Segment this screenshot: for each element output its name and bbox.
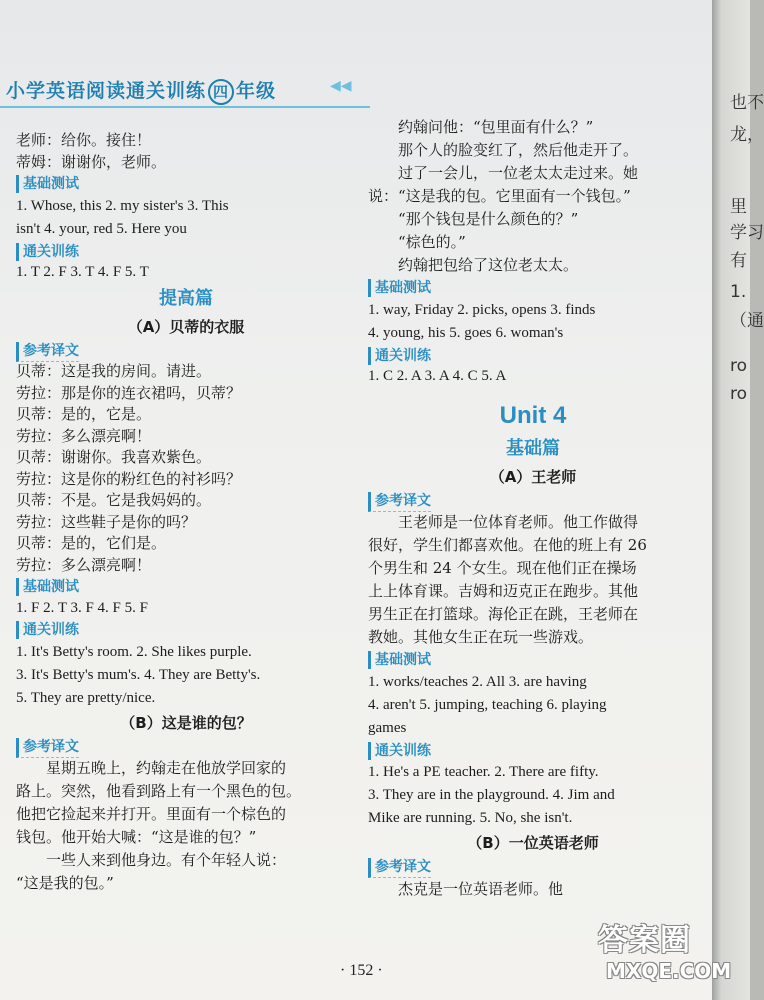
dialogue-line: 贝蒂：是的，它们是。: [16, 534, 167, 552]
answer-line: 4. aren't 5. jumping, teaching 6. playing: [368, 696, 607, 713]
paragraph-line: 很好，学生们都喜欢他。在他的班上有 26: [368, 536, 647, 554]
dialogue-line: 老师：给你。接住！: [16, 131, 152, 149]
answer-line: Mike are running. 5. No, she isn't.: [368, 810, 573, 826]
dialogue-line: 劳拉：那是你的连衣裙吗，贝蒂？: [16, 383, 242, 402]
answer-line: 1. Whose, this 2. my sister's 3. This: [16, 197, 229, 214]
page-number: · 152 ·: [340, 962, 383, 979]
story-title: （A）王老师: [489, 467, 577, 486]
pass-training-tag: 通关训练: [16, 243, 79, 261]
dialogue-line: 蒂姆：谢谢你，老师。: [16, 152, 167, 171]
dialogue-line: 贝蒂：是的，它是。: [16, 405, 152, 423]
paragraph-line: 上上体育课。吉姆和迈克正在跑步。其他: [368, 582, 639, 600]
story-title: （A）贝蒂的衣服: [127, 317, 245, 336]
answer-line: 1. He's a PE teacher. 2. There are fifty.: [368, 764, 599, 780]
basic-test-tag: 基础测试: [368, 279, 431, 297]
answer-line: isn't 4. your, red 5. Here you: [16, 220, 187, 237]
answer-line: 1. T 2. F 3. T 4. F 5. T: [16, 264, 149, 280]
paragraph-line: 过了一会儿，一位老太太走过来。她: [398, 164, 639, 182]
answer-line: 5. They are pretty/nice.: [16, 689, 156, 706]
right-column: [368, 116, 698, 901]
basic-test-tag: 基础测试: [16, 578, 79, 596]
story-title: （B）一位英语老师: [467, 834, 599, 852]
reference-translation-tag: 参考译文: [368, 492, 431, 512]
answer-line: 3. It's Betty's mum's. 4. They are Betty's.: [16, 666, 261, 683]
unit-title: Unit 4: [499, 401, 567, 429]
basic-test-tag: 基础测试: [16, 175, 79, 193]
answer-line: 1. It's Betty's room. 2. She likes purple.: [16, 643, 252, 660]
adjacent-page-edge: [712, 0, 764, 1000]
answer-line: 1. works/teaches 2. All 3. are having: [368, 673, 587, 690]
dialogue-line: 贝蒂：不是。它是我妈妈的。: [16, 491, 212, 509]
adjacent-page-text: 有: [730, 251, 747, 271]
paragraph-line: 说：“这是我的包。它里面有一个钱包。”: [368, 187, 631, 205]
dialogue-line: 劳拉：多么漂亮啊！: [16, 426, 152, 445]
paragraph-line: 约翰问他：“包里面有什么？”: [398, 118, 594, 136]
answer-line: games: [368, 719, 407, 736]
dialogue-line: 贝蒂：谢谢你。我喜欢紫色。: [16, 448, 212, 466]
adjacent-page-text: ro: [730, 384, 748, 404]
paragraph-line: 个男生和 24 个女生。现在他们正在操场: [368, 559, 637, 577]
pass-training-tag: 通关训练: [368, 742, 431, 760]
paragraph-line: 王老师是一位体育老师。他工作做得: [398, 513, 639, 531]
dialogue-line: 劳拉：这是你的粉红色的衬衫吗？: [16, 469, 242, 488]
watermark: [598, 915, 732, 995]
section-title-advanced: 提高篇: [159, 287, 213, 309]
paragraph-line: 教她。其他女生正在玩一些游戏。: [368, 628, 594, 646]
adjacent-page-text: 也不: [730, 93, 764, 113]
paragraph-line: 约翰把包给了这位老太太。: [398, 256, 579, 274]
adjacent-page-text: 1.: [730, 282, 747, 302]
dialogue-line: 劳拉：多么漂亮啊！: [16, 555, 152, 574]
left-column: [16, 130, 356, 895]
paragraph-line: 一些人来到他身边。有个年轻人说：: [46, 851, 287, 869]
paragraph-line: “这是我的包。”: [16, 874, 114, 892]
reference-translation-tag: 参考译文: [16, 342, 79, 362]
paragraph-line: 男生正在打篮球。海伦正在跳，王老师在: [368, 605, 639, 623]
answer-line: 1. F 2. T 3. F 4. F 5. F: [16, 599, 148, 616]
watermark-url: MXQE.COM: [606, 959, 732, 983]
paragraph-line: 路上。突然，他看到路上有一个黑色的包。: [16, 782, 302, 800]
reference-translation-tag: 参考译文: [368, 858, 431, 878]
paragraph-line: 钱包。他开始大喊：“这是谁的包？”: [16, 828, 257, 846]
adjacent-page-text: 龙，: [730, 125, 764, 145]
section-title-basic: 基础篇: [506, 437, 560, 459]
answer-line: 4. young, his 5. goes 6. woman's: [368, 324, 564, 341]
paragraph-line: 星期五晚上，约翰走在他放学回家的: [46, 759, 287, 777]
header-title-suffix: 年级: [236, 80, 277, 102]
answer-line: 3. They are in the playground. 4. Jim and: [368, 787, 615, 803]
adjacent-page-text: 里: [730, 197, 747, 217]
answer-line: 1. way, Friday 2. picks, opens 3. finds: [368, 301, 596, 318]
paragraph-line: 杰克是一位英语老师。他: [398, 879, 564, 898]
dialogue-line: 劳拉：这些鞋子是你的吗？: [16, 512, 197, 531]
story-title: （B）这是谁的包？: [120, 713, 252, 732]
header-arrow-icon: ◀◀: [330, 78, 352, 94]
running-header: [6, 76, 276, 105]
pass-training-tag: 通关训练: [16, 621, 79, 639]
basic-test-tag: 基础测试: [368, 651, 431, 669]
grade-circle: 四: [208, 79, 234, 105]
dialogue-line: 贝蒂：这是我的房间。请进。: [16, 362, 212, 380]
paragraph-line: “棕色的。”: [398, 233, 466, 251]
watermark-logo: 答案圈: [598, 923, 691, 958]
adjacent-page-text: 学习: [730, 223, 764, 243]
header-title-prefix: 小学英语阅读通关训练: [6, 80, 207, 102]
answer-line: 1. C 2. A 3. A 4. C 5. A: [368, 368, 507, 384]
paragraph-line: 他把它捡起来并打开。里面有一个棕色的: [16, 805, 287, 823]
paragraph-line: 那个人的脸变红了，然后他走开了。: [398, 141, 639, 159]
paragraph-line: “那个钱包是什么颜色的？”: [398, 210, 579, 228]
adjacent-page-text: （通: [730, 311, 764, 331]
pass-training-tag: 通关训练: [368, 347, 431, 365]
adjacent-page-text: ro: [730, 356, 748, 376]
reference-translation-tag: 参考译文: [16, 738, 79, 758]
